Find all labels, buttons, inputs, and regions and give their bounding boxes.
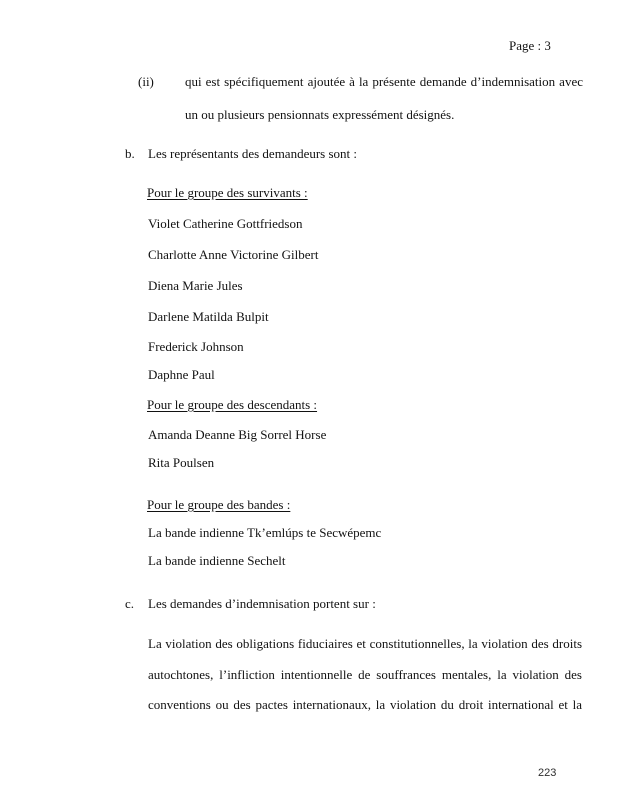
list-item-b-text: Les représentants des demandeurs sont : xyxy=(148,146,358,161)
group-survivants-member: Frederick Johnson xyxy=(148,339,244,354)
group-survivants-heading: Pour le groupe des survivants : xyxy=(147,185,308,200)
group-bandes-member: La bande indienne Tk’emlúps te Secwépemc xyxy=(148,525,382,540)
group-bandes-heading: Pour le groupe des bandes : xyxy=(147,497,291,512)
group-survivants-member: Diena Marie Jules xyxy=(148,278,243,293)
page-number-header: Page : 3 xyxy=(509,38,551,53)
list-item-c-text: Les demandes d’indemnisation portent sur : xyxy=(148,596,376,611)
list-item-ii-line-1: qui est spécifiquement ajoutée à la présente demande d’indemnisation avec xyxy=(185,74,583,89)
claims-paragraph-line-1: La violation des obligations fiduciaires et constitutionnelles, la violation des droits xyxy=(148,636,582,651)
group-descendants-member: Rita Poulsen xyxy=(148,455,215,470)
list-item-ii-line-2: un ou plusieurs pensionnats expressément désignés. xyxy=(185,107,455,122)
group-descendants-member: Amanda Deanne Big Sorrel Horse xyxy=(148,427,327,442)
group-descendants-heading: Pour le groupe des descendants : xyxy=(147,397,318,412)
list-item-b-label: b. xyxy=(125,146,135,161)
group-survivants-member: Daphne Paul xyxy=(148,367,215,382)
group-survivants-member: Violet Catherine Gottfriedson xyxy=(148,216,303,231)
group-survivants-member: Darlene Matilda Bulpit xyxy=(148,309,269,324)
claims-paragraph-line-3: conventions ou des pactes internationaux, la violation du droit international et la xyxy=(148,697,582,712)
list-item-c-label: c. xyxy=(125,596,135,611)
page-number-footer: 223 xyxy=(538,767,557,779)
list-item-ii-label: (ii) xyxy=(138,74,154,89)
group-survivants-member: Charlotte Anne Victorine Gilbert xyxy=(148,247,319,262)
claims-paragraph-line-2: autochtones, l’infliction intentionnelle de souffrances mentales, la violation des xyxy=(148,667,582,682)
group-bandes-member: La bande indienne Sechelt xyxy=(148,553,286,568)
